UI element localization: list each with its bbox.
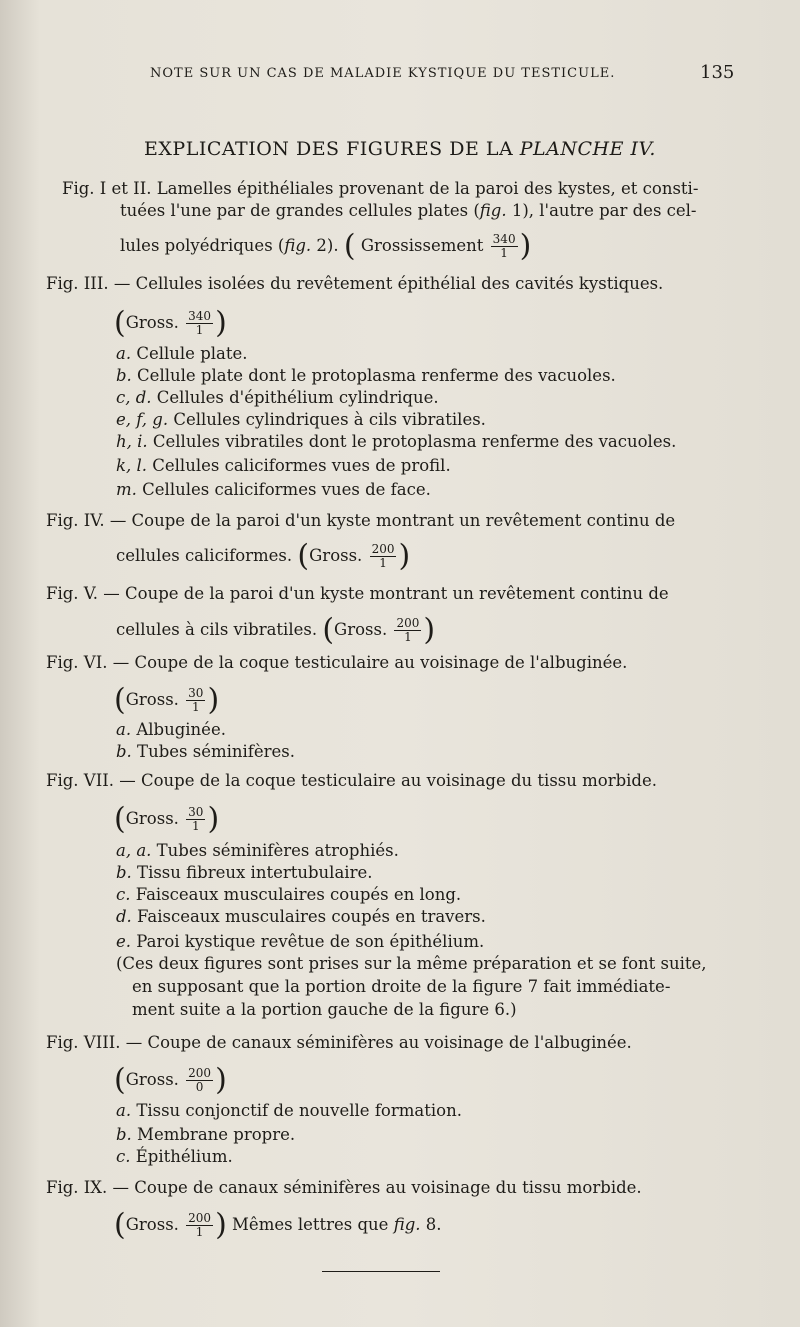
fig7-item xyxy=(116,862,372,884)
paren-close: ) xyxy=(207,682,220,718)
item-text: Cellules d'épithélium cylindrique. xyxy=(151,388,439,407)
fig1-line2 xyxy=(120,200,697,222)
fig8-line1: Fig. VIII. — Coupe de canaux séminifères au voisinage de l'albuginée. xyxy=(46,1033,632,1052)
paren-close: ) xyxy=(215,305,227,341)
paren-close: ) xyxy=(519,228,532,264)
item-letters: m. xyxy=(116,480,137,499)
fig3-item xyxy=(116,431,676,453)
item-letters: b. xyxy=(116,366,132,385)
magnification-fraction xyxy=(186,1212,213,1239)
magnification-label: Gross. xyxy=(125,1215,179,1234)
fig1-line2-fig: fig. xyxy=(479,201,507,220)
fig7-magnification xyxy=(114,801,220,837)
fig1-line3-a: lules polyédriques ( xyxy=(120,236,285,255)
section-title-prefix: EXPLICATION DES FIGURES DE LA xyxy=(144,138,520,160)
fraction-num: 200 xyxy=(188,1211,212,1225)
fraction-num: 30 xyxy=(188,686,204,700)
paren-close: ) xyxy=(398,538,411,574)
fig4-line2 xyxy=(116,538,411,574)
paren-open: ( xyxy=(114,1062,126,1098)
fig7-note-line1: (Ces deux figures sont prises sur la même préparation et se font suite, xyxy=(116,954,707,973)
fig5-line2-text: cellules à cils vibratiles. xyxy=(116,620,318,639)
running-head: NOTE SUR UN CAS DE MALADIE KYSTIQUE DU TESTICULE. xyxy=(150,66,616,81)
paren-open: ( xyxy=(114,1207,126,1243)
paren-open: ( xyxy=(114,305,126,341)
fig7-line1: Fig. VII. — Coupe de la coque testiculaire au voisinage du tissu morbide. xyxy=(46,771,657,790)
fig3-item xyxy=(116,343,248,365)
item-text: Épithélium. xyxy=(130,1147,233,1166)
fraction-den: 1 xyxy=(195,1225,204,1239)
fig9-line2 xyxy=(114,1207,442,1243)
fig7-item xyxy=(116,931,484,953)
fig6-line1: Fig. VI. — Coupe de la coque testiculaire au voisinage de l'albuginée. xyxy=(46,653,628,672)
item-text: Cellules caliciformes vues de face. xyxy=(136,480,431,499)
fraction-num: 200 xyxy=(188,1066,212,1080)
item-letters: e. xyxy=(116,932,132,951)
fig1-line3-fig: fig. xyxy=(284,236,312,255)
fig9-tail-b: 8. xyxy=(420,1215,442,1234)
fraction-num: 200 xyxy=(396,616,420,630)
item-letters: b. xyxy=(116,742,132,761)
item-letters: c. xyxy=(116,885,131,904)
item-letters: k, l. xyxy=(116,456,148,475)
magnification-label: Gross. xyxy=(125,1070,179,1089)
paren-close: ) xyxy=(207,801,220,837)
fig7-item xyxy=(116,884,461,906)
fig1-line2-b: 1), l'autre par des cel- xyxy=(506,201,697,220)
item-text: Tubes séminifères atrophiés. xyxy=(151,841,399,860)
paren-open: ( xyxy=(114,682,126,718)
item-text: Membrane propre. xyxy=(131,1125,296,1144)
magnification-fraction xyxy=(186,806,205,833)
fig3-line1: Fig. III. — Cellules isolées du revêtement épithélial des cavités kystiques. xyxy=(46,274,664,293)
item-text: Faisceaux musculaires coupés en long. xyxy=(130,885,462,904)
fig6-magnification xyxy=(114,682,220,718)
fraction-den: 1 xyxy=(379,556,387,570)
fig5-line2 xyxy=(116,612,436,648)
fraction-den: 1 xyxy=(195,323,204,337)
item-text: Cellules caliciformes vues de profil. xyxy=(147,456,451,475)
paren-open: ( xyxy=(297,538,310,574)
end-rule xyxy=(322,1271,440,1272)
paren-close: ) xyxy=(423,612,436,648)
fraction-den: 1 xyxy=(191,700,200,714)
item-letters: a. xyxy=(116,1101,132,1120)
paren-open: ( xyxy=(114,801,126,837)
magnification-fraction xyxy=(370,543,397,570)
fig4-line1: Fig. IV. — Coupe de la paroi d'un kyste montrant un revêtement continu de xyxy=(46,511,676,530)
section-title-planche: PLANCHE IV. xyxy=(519,138,656,160)
paren-close: ) xyxy=(215,1207,227,1243)
item-letters: e, f, g. xyxy=(116,410,169,429)
section-title xyxy=(0,138,800,160)
item-letters: h, i. xyxy=(116,432,148,451)
fig9-tail-fig: fig. xyxy=(393,1215,421,1234)
fig8-item xyxy=(116,1100,462,1122)
fig9-line1: Fig. IX. — Coupe de canaux séminifères au voisinage du tissu morbide. xyxy=(46,1178,642,1197)
fig1-line1: Fig. I et II. Lamelles épithéliales provenant de la paroi des kystes, et consti- xyxy=(62,179,699,198)
fig4-line2-text: cellules caliciformes. xyxy=(116,546,293,565)
fraction-den: 1 xyxy=(500,246,508,260)
magnification-fraction xyxy=(186,310,213,337)
fraction-num: 340 xyxy=(492,232,516,246)
item-text: Cellule plate dont le protoplasma renferme des vacuoles. xyxy=(131,366,616,385)
magnification-label: Grossissement xyxy=(360,236,484,255)
fig7-item xyxy=(116,906,486,928)
item-text: Albuginée. xyxy=(131,720,226,739)
fig3-magnification xyxy=(114,305,227,341)
item-text: Cellule plate. xyxy=(131,344,248,363)
fig1-line2-a: tuées l'une par de grandes cellules plates ( xyxy=(120,201,480,220)
fig3-item xyxy=(116,479,431,501)
fraction-den: 1 xyxy=(404,630,412,644)
fig9-tail-a: Mêmes lettres que xyxy=(232,1215,394,1234)
magnification-fraction xyxy=(394,617,421,644)
item-text: Paroi kystique revêtue de son épithélium. xyxy=(131,932,485,951)
item-letters: c, d. xyxy=(116,388,152,407)
item-letters: c. xyxy=(116,1147,131,1166)
item-letters: d. xyxy=(116,907,132,926)
item-text: Tubes séminifères. xyxy=(131,742,296,761)
item-letters: b. xyxy=(116,1125,132,1144)
magnification-label: Gross. xyxy=(125,313,179,332)
fig8-magnification xyxy=(114,1062,227,1098)
fig7-item xyxy=(116,840,399,862)
fig3-item xyxy=(116,387,439,409)
item-text: Tissu fibreux intertubulaire. xyxy=(131,863,373,882)
magnification-fraction xyxy=(491,233,518,260)
item-letters: a. xyxy=(116,344,132,363)
paren-open: ( xyxy=(322,612,335,648)
item-letters: b. xyxy=(116,863,132,882)
magnification-fraction xyxy=(186,1067,213,1094)
item-letters: a. xyxy=(116,720,132,739)
item-text: Faisceaux musculaires coupés en travers. xyxy=(131,907,486,926)
magnification-label: Gross. xyxy=(125,690,179,709)
fig1-line3-b: 2). xyxy=(311,236,339,255)
fig3-item xyxy=(116,409,486,431)
fraction-num: 340 xyxy=(188,309,212,323)
magnification-label: Gross. xyxy=(125,809,179,828)
fig8-item xyxy=(116,1146,233,1168)
fig6-item xyxy=(116,741,295,763)
page-number: 135 xyxy=(700,62,735,83)
paren-close: ) xyxy=(215,1062,227,1098)
fraction-den: 0 xyxy=(195,1080,204,1094)
magnification-label: Gross. xyxy=(334,620,388,639)
fig3-item xyxy=(116,455,451,477)
fraction-num: 30 xyxy=(188,805,204,819)
item-text: Cellules cylindriques à cils vibratiles. xyxy=(168,410,486,429)
fraction-den: 1 xyxy=(191,819,200,833)
paren-open: ( xyxy=(343,228,356,264)
fig8-item xyxy=(116,1124,295,1146)
fig3-item xyxy=(116,365,616,387)
magnification-label: Gross. xyxy=(309,546,363,565)
fig1-line3 xyxy=(120,228,532,264)
fraction-num: 200 xyxy=(371,542,395,556)
fig6-item xyxy=(116,719,226,741)
fig7-note-line3: ment suite a la portion gauche de la figure 6.) xyxy=(132,1000,517,1019)
item-text: Tissu conjonctif de nouvelle formation. xyxy=(131,1101,462,1120)
fig7-note-line2: en supposant que la portion droite de la figure 7 fait immédiate- xyxy=(132,977,671,996)
item-text: Cellules vibratiles dont le protoplasma renferme des vacuoles. xyxy=(147,432,677,451)
magnification-fraction xyxy=(186,687,205,714)
item-letters: a, a. xyxy=(116,841,152,860)
fig5-line1: Fig. V. — Coupe de la paroi d'un kyste montrant un revêtement continu de xyxy=(46,584,669,603)
